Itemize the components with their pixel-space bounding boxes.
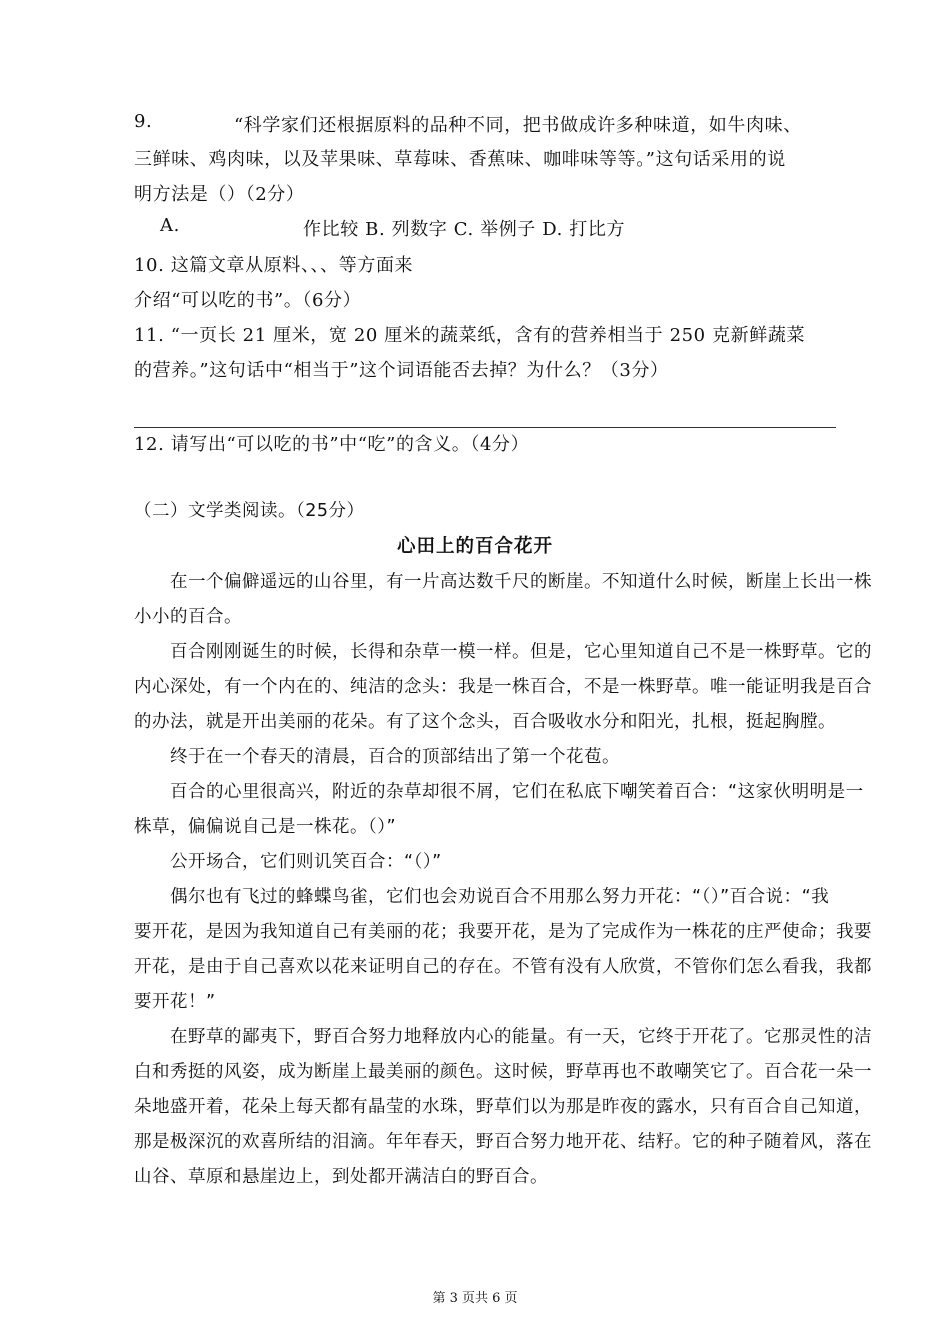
q10-line-2: 介绍“可以吃的书”。（6分）: [134, 290, 362, 311]
passage-line: 那是极深沉的欢喜所结的泪滴。年年春天，野百合努力地开花、结籽。它的种子随着风，落在: [134, 1132, 872, 1152]
q11-line-2: 的营养。”这句话中“相当于”这个词语能否去掉？为什么？（3分）: [134, 360, 669, 381]
q9-options: 作比较 B. 列数字 C. 举例子 D. 打比方: [303, 219, 626, 240]
section2-heading: （二）文学类阅读。（25分）: [134, 501, 365, 521]
passage-line: 株草，偏偏说自己是一株花。（）”: [134, 817, 397, 837]
q9-option-a-label: A.: [160, 215, 180, 236]
passage-line: 要开花，是因为我知道自己有美丽的花；我要开花，是为了完成作为一株花的庄严使命；我要: [134, 922, 872, 942]
q9-number: 9.: [134, 111, 153, 132]
passage-line: 百合的心里很高兴，附近的杂草却很不屑，它们在私底下嘲笑着百合：“这家伙明明是一: [170, 782, 864, 802]
q11-line-1: 11. “一页长 21 厘米，宽 20 厘米的蔬菜纸，含有的营养相当于 250 克新鲜蔬菜: [134, 325, 806, 346]
q12-line-1: 12. 请写出“可以吃的书”中“吃”的含义。（4分）: [134, 434, 530, 455]
q10-line-1: 10. 这篇文章从原料、、、等方面来: [134, 255, 414, 276]
passage-line: 公开场合，它们则讥笑百合：“（）”: [170, 852, 442, 872]
passage-line: 小小的百合。: [134, 607, 242, 627]
passage-line: 终于在一个春天的清晨，百合的顶部结出了第一个花苞。: [170, 747, 620, 767]
passage-line: 开花，是由于自己喜欢以花来证明自己的存在。不管有没有人欣赏，不管你们怎么看我，我都: [134, 957, 872, 977]
passage-title: 心田上的百合花开: [396, 536, 553, 557]
passage-line: 偶尔也有飞过的蜂蝶鸟雀，它们也会劝说百合不用那么努力开花：“（）”百合说：“我: [170, 887, 830, 907]
passage-line: 在一个偏僻遥远的山谷里，有一片高达数千尺的断崖。不知道什么时候，断崖上长出一株: [170, 572, 872, 592]
answer-line: [134, 427, 836, 428]
passage-line: 内心深处，有一个内在的、纯洁的念头：我是一株百合，不是一株野草。唯一能证明我是百合: [134, 677, 872, 697]
passage-line: 山谷、草原和悬崖边上，到处都开满洁白的野百合。: [134, 1167, 548, 1187]
q9-line-2: 三鲜味、鸡肉味，以及苹果味、草莓味、香蕉味、咖啡味等等。”这句话采用的说: [134, 149, 786, 170]
passage-line: 的办法，就是开出美丽的花朵。有了这个念头，百合吸收水分和阳光，扎根，挺起胸膛。: [134, 712, 836, 732]
q9-line-1: “科学家们还根据原料的品种不同，把书做成许多种味道，如牛肉味、: [234, 115, 802, 136]
passage-line: 朵地盛开着，花朵上每天都有晶莹的水珠，野草们以为那是昨夜的露水，只有百合自己知道，: [134, 1097, 872, 1117]
page-number: 第 3 页共 6 页: [432, 1291, 518, 1306]
passage-line: 百合刚刚诞生的时候，长得和杂草一模一样。但是，它心里知道自己不是一株野草。它的: [170, 642, 872, 662]
q9-line-3: 明方法是（）（2分）: [134, 184, 305, 205]
passage-line: 要开花！”: [134, 992, 216, 1012]
passage-line: 白和秀挺的风姿，成为断崖上最美丽的颜色。这时候，野草再也不敢嘲笑它了。百合花一朵一: [134, 1062, 872, 1082]
passage-line: 在野草的鄙夷下，野百合努力地释放内心的能量。有一天，它终于开花了。它那灵性的洁: [170, 1027, 872, 1047]
